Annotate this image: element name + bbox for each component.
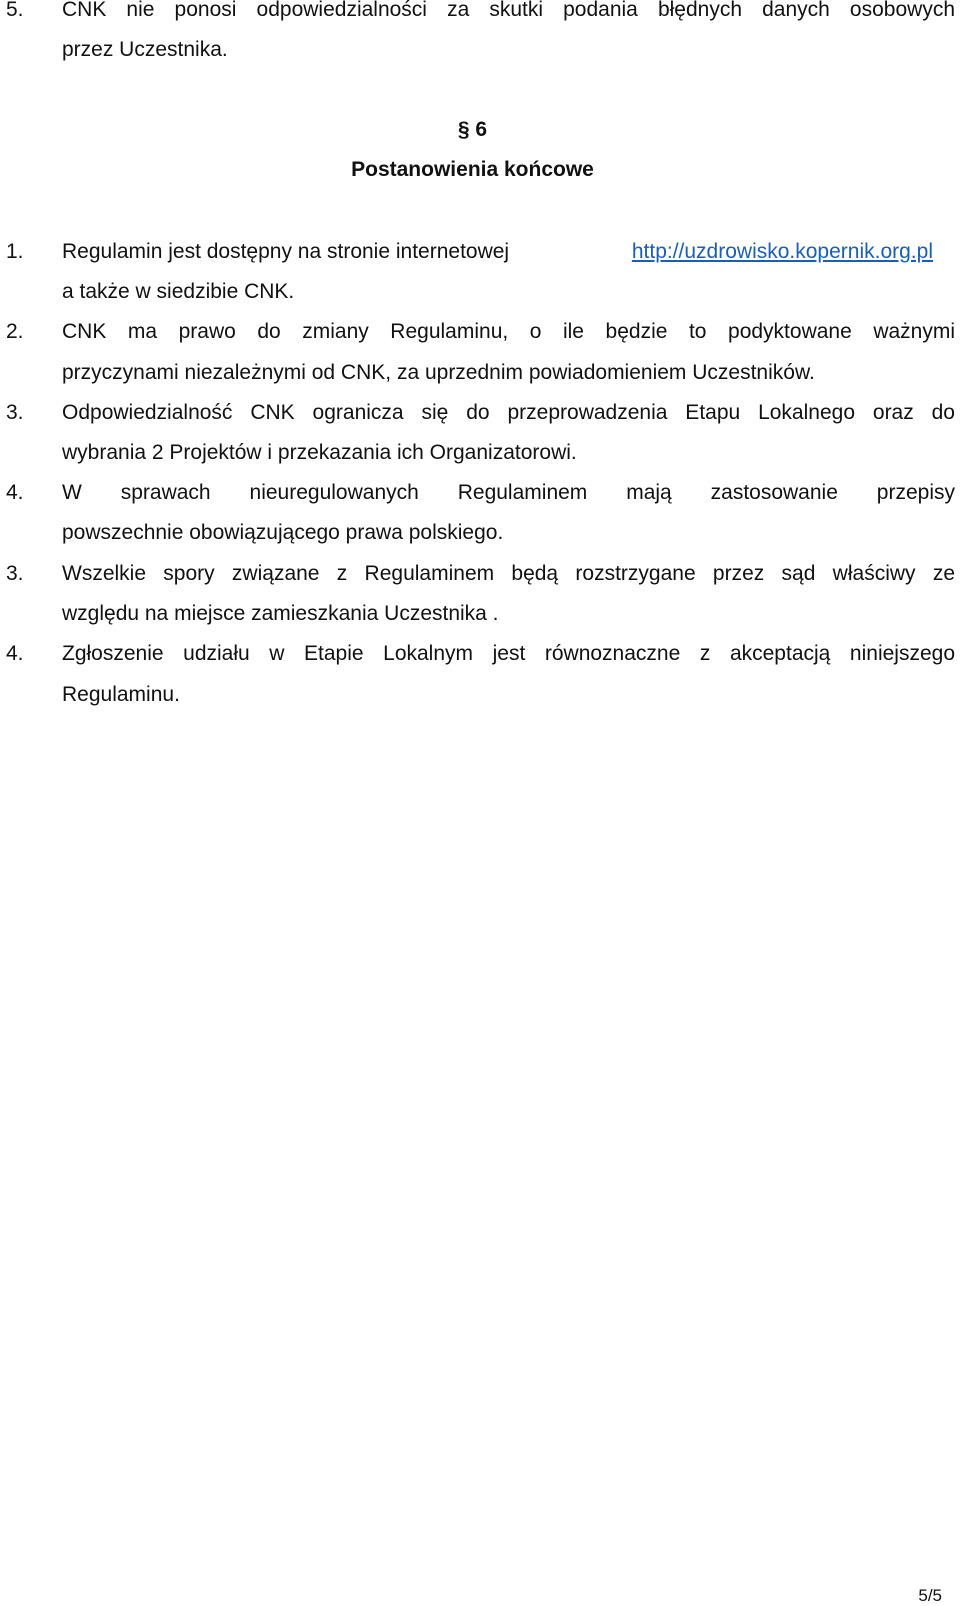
item-text-line: Odpowiedzialność CNK ogranicza się do przeprowadzenia Etapu Lokalnego oraz do: [62, 401, 955, 424]
item-text-line: Zgłoszenie udziału w Etapie Lokalnym jest równoznaczne z akceptacją niniejszego: [62, 642, 955, 665]
item-number: 4.: [6, 642, 24, 665]
item-number: 2.: [6, 320, 24, 343]
website-link[interactable]: http://uzdrowisko.kopernik.org.pl: [631, 240, 933, 263]
item-text-line: powszechnie obowiązującego prawa polskiego.: [62, 521, 504, 544]
item-number: 3.: [6, 562, 24, 585]
section-number-value: 6: [475, 118, 488, 141]
item-text-line: Regulaminu.: [62, 683, 180, 706]
item-number: 1.: [6, 240, 24, 263]
item-text-line: a także w siedzibie CNK.: [62, 280, 295, 303]
item-text-line: przyczynami niezależnymi od CNK, za uprzednim powiadomieniem Uczestników.: [62, 361, 815, 384]
item-text-line: W sprawach nieuregulowanych Regulaminem mają zastosowanie przepisy: [62, 481, 955, 504]
page-number: 5/5: [918, 1586, 942, 1605]
item-text-line: przez Uczestnika.: [62, 38, 228, 61]
item-text-line: CNK ma prawo do zmiany Regulaminu, o ile będzie to podyktowane ważnymi: [62, 320, 955, 343]
item-number: 3.: [6, 401, 24, 424]
item-text: Regulamin jest dostępny na stronie internetowej: [62, 240, 510, 263]
section-symbol: §: [457, 118, 470, 141]
item-text-line: wybrania 2 Projektów i przekazania ich Organizatorowi.: [62, 441, 577, 464]
item-number: 5.: [6, 0, 24, 21]
section-title: Postanowienia końcowe: [351, 158, 594, 181]
section-number: [0, 118, 945, 142]
item-number: 4.: [6, 481, 24, 504]
item-text-line: względu na miejsce zamieszkania Uczestnika .: [62, 602, 499, 625]
item-text-line: Wszelkie spory związane z Regulaminem będą rozstrzygane przez sąd właściwy ze: [62, 562, 955, 585]
item-text-line: [62, 240, 955, 264]
item-text-line: CNK nie ponosi odpowiedzialności za skutki podania błędnych danych osobowych: [62, 0, 955, 21]
